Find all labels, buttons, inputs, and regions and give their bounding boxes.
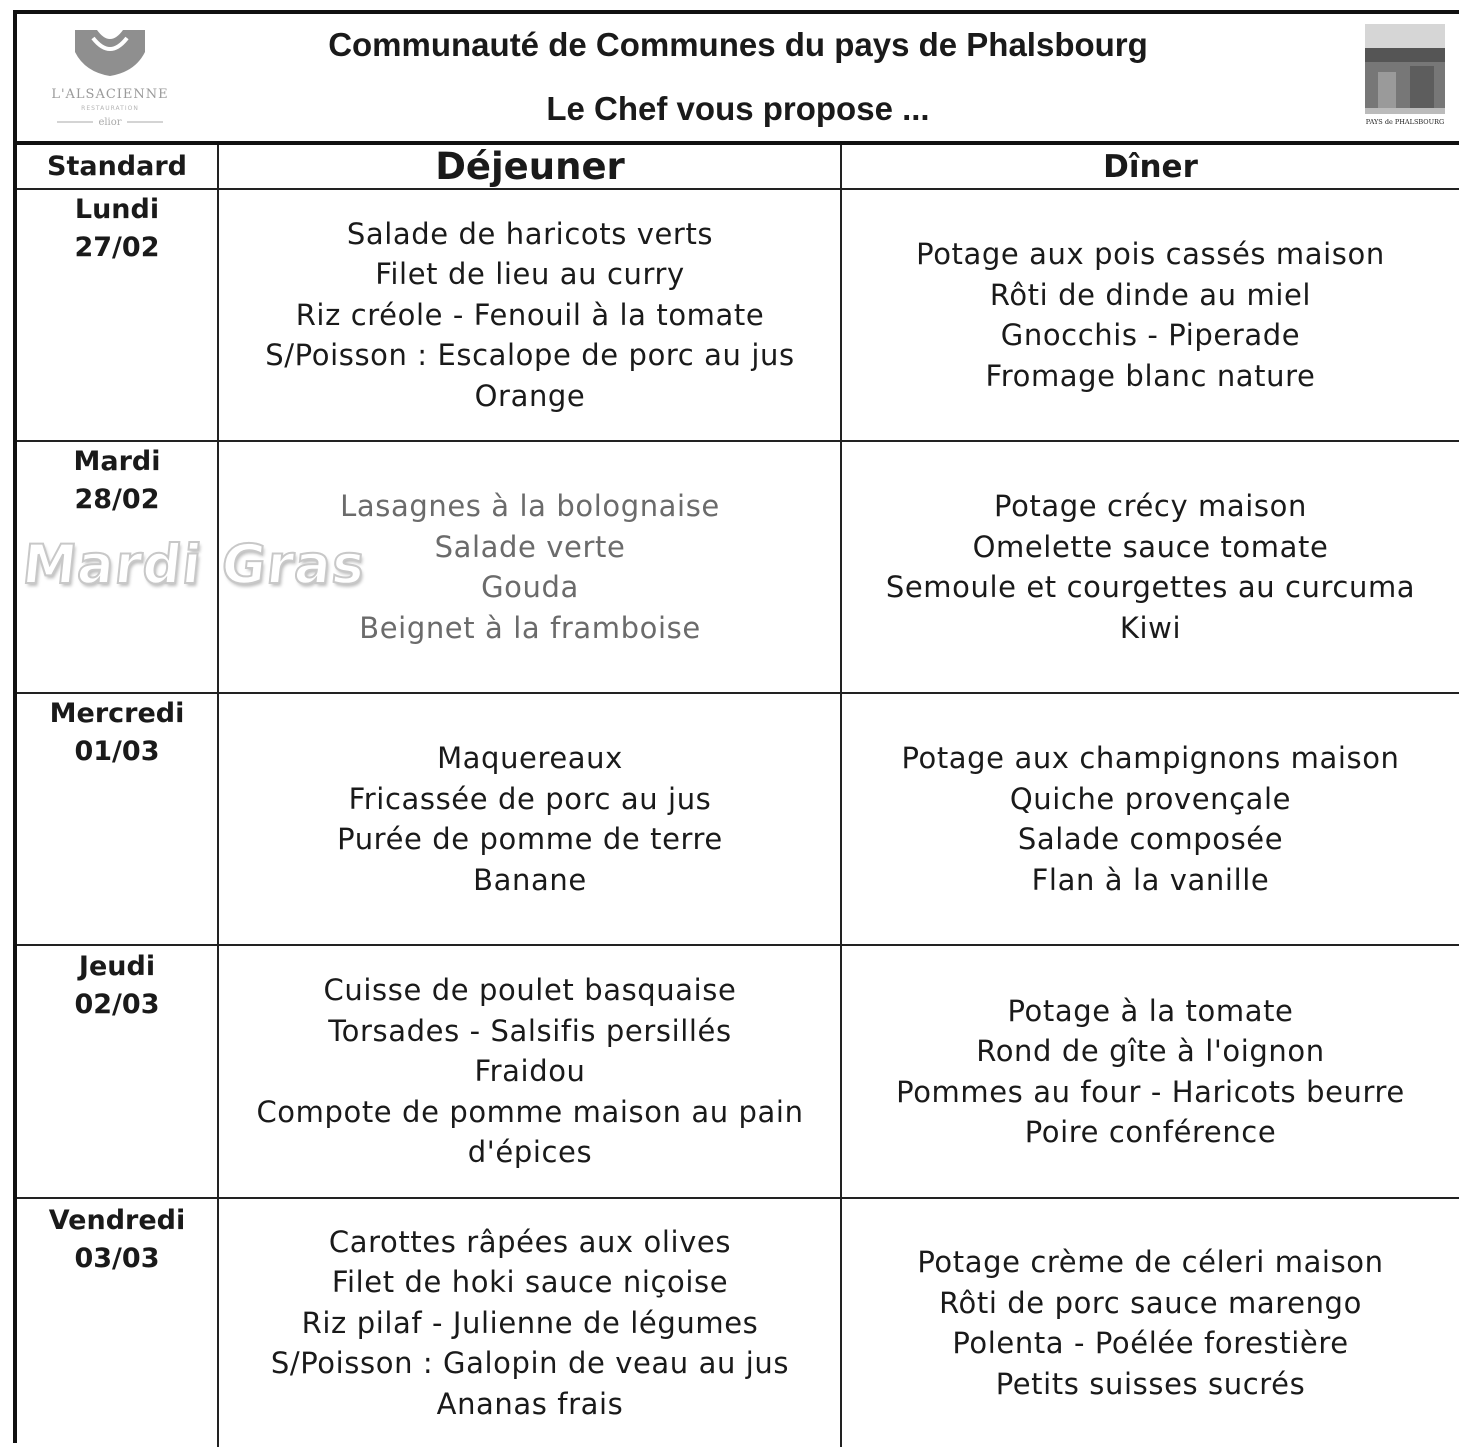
- menu-item: Petits suisses sucrés: [995, 1366, 1306, 1401]
- lunch-cell-mercredi: [220, 694, 840, 944]
- day-label-mardi: [17, 443, 217, 519]
- day-name: Mercredi: [49, 698, 185, 729]
- menu-item: Quiche provençale: [1009, 781, 1292, 816]
- menu-item: Semoule et courgettes au curcuma: [885, 570, 1416, 604]
- menu-item: Kiwi: [1119, 610, 1182, 645]
- svg-text:elior: elior: [98, 117, 122, 128]
- menu-item: Filet de hoki sauce niçoise: [331, 1265, 729, 1300]
- menu-item: Potage crème de céleri maison: [917, 1245, 1384, 1279]
- menu-item: Compote de pomme maison au pain: [256, 1094, 804, 1129]
- menu-item: Salade composée: [1017, 822, 1284, 856]
- menu-item: Orange: [474, 378, 586, 413]
- menu-item: Gnocchis - Piperade: [1000, 318, 1301, 352]
- menu-item: Potage à la tomate: [1007, 993, 1294, 1028]
- page-title: Communauté de Communes du pays de Phalsbourg: [328, 26, 1148, 63]
- menu-item: Beignet à la framboise: [359, 610, 701, 645]
- menu-item: Rond de gîte à l'oignon: [976, 1034, 1325, 1068]
- menu-item: Polenta - Poélée forestière: [952, 1326, 1349, 1360]
- svg-text:RESTAURATION: RESTAURATION: [81, 105, 139, 112]
- day-date: 01/03: [74, 736, 160, 767]
- dinner-cell-jeudi: [842, 946, 1459, 1197]
- menu-item: Torsades - Salsifis persillés: [328, 1013, 732, 1048]
- day-name: Mardi: [73, 446, 161, 477]
- day-name: Lundi: [74, 194, 160, 225]
- menu-item: Ananas frais: [436, 1386, 624, 1421]
- dinner-cell-lundi: [842, 190, 1459, 440]
- menu-item: Fromage blanc nature: [985, 358, 1316, 393]
- menu-header: [17, 14, 1459, 145]
- phalsbourg-logo: [1360, 20, 1450, 130]
- day-name: Vendredi: [48, 1205, 186, 1236]
- menu-item: Pommes au four - Haricots beurre: [896, 1074, 1405, 1109]
- menu-item: Fraidou: [474, 1054, 586, 1089]
- menu-item: Lasagnes à la bolognaise: [340, 489, 720, 523]
- day-label-vendredi: [17, 1202, 217, 1278]
- lunch-cell-mardi: [220, 442, 840, 692]
- dinner-cell-vendredi: [842, 1199, 1459, 1447]
- menu-item: S/Poisson : Escalope de porc au jus: [265, 338, 795, 373]
- menu-item: Rôti de dinde au miel: [989, 277, 1312, 312]
- menu-item: Poire conférence: [1024, 1115, 1277, 1149]
- menu-item: Rôti de porc sauce marengo: [939, 1285, 1362, 1320]
- menu-item: Riz créole - Fenouil à la tomate: [295, 297, 765, 332]
- menu-table: [17, 145, 1459, 1447]
- menu-item: S/Poisson : Galopin de veau au jus: [270, 1346, 790, 1381]
- menu-item: Banane: [473, 862, 587, 897]
- menu-item: Gouda: [481, 570, 579, 604]
- mardi-gras-watermark: Mardi Gras: [19, 533, 369, 596]
- lunch-cell-vendredi: [220, 1199, 840, 1447]
- lunch-cell-jeudi: [220, 946, 840, 1197]
- day-date: 02/03: [74, 989, 160, 1020]
- page-subtitle: Le Chef vous propose ...: [546, 90, 930, 127]
- menu-item: d'épices: [467, 1135, 593, 1170]
- menu-item: Potage crécy maison: [994, 489, 1307, 523]
- logo-right-wordmark: PAYS de PHALSBOURG: [1365, 118, 1445, 126]
- menu-item: Purée de pomme de terre: [337, 822, 723, 856]
- menu-item: Riz pilaf - Julienne de légumes: [301, 1305, 759, 1340]
- dinner-cell-mercredi: [842, 694, 1459, 944]
- menu-item: Carottes râpées aux olives: [328, 1224, 732, 1259]
- menu-item: Omelette sauce tomate: [972, 529, 1329, 564]
- day-name: Jeudi: [78, 951, 156, 982]
- menu-item: Potage aux champignons maison: [901, 741, 1400, 775]
- menu-item: Salade verte: [434, 529, 626, 564]
- day-date: 03/03: [74, 1243, 160, 1274]
- menu-item: Potage aux pois cassés maison: [916, 237, 1385, 271]
- day-date: 27/02: [74, 232, 160, 263]
- menu-item: Fricassée de porc au jus: [348, 781, 712, 816]
- menu-item: Flan à la vanille: [1031, 862, 1270, 897]
- day-date: 28/02: [74, 484, 160, 515]
- menu-sheet: [13, 10, 1459, 1443]
- menu-item: Maquereaux: [437, 741, 623, 775]
- day-label-lundi: [17, 191, 217, 267]
- column-header-standard: Standard: [47, 151, 187, 182]
- dinner-cell-mardi: [842, 442, 1459, 692]
- lunch-cell-lundi: [220, 190, 840, 440]
- day-label-jeudi: [17, 948, 217, 1024]
- menu-item: Filet de lieu au curry: [375, 257, 685, 292]
- column-header-diner: Dîner: [1103, 148, 1198, 185]
- logo-left-wordmark: L'ALSACIENNE: [51, 87, 169, 102]
- menu-item: Salade de haricots verts: [346, 216, 714, 251]
- column-header-dejeuner: Déjeuner: [435, 145, 625, 188]
- menu-item: Cuisse de poulet basquaise: [323, 973, 737, 1008]
- day-label-mercredi: [17, 695, 217, 771]
